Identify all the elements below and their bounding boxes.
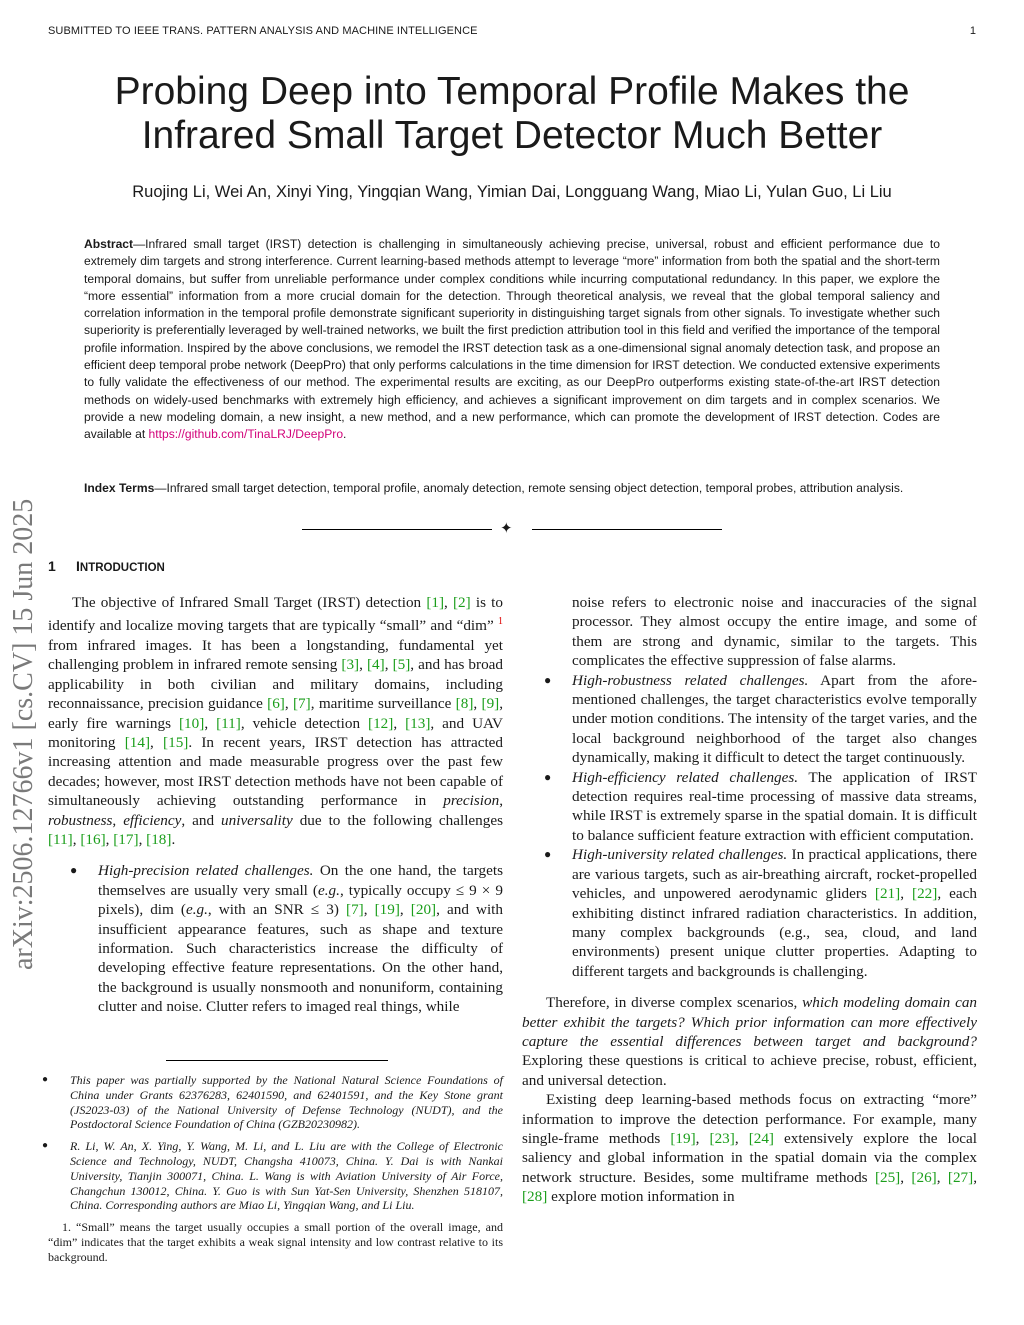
citation[interactable]: [25] bbox=[874, 1168, 901, 1186]
bullet-icon: ● bbox=[544, 769, 552, 784]
citation[interactable]: [24] bbox=[748, 1129, 774, 1147]
list-item: ● High-robustness related challenges. Apart from the aforementioned challenges, the target characteristics evolve temporally under motion conditions. The intensity of the target varies, and the local background neighborhood of the target also changes dynamically, making it difficult to detect the target continuously. bbox=[544, 671, 977, 767]
citation[interactable]: [14] bbox=[124, 733, 151, 751]
citation[interactable]: [23] bbox=[709, 1129, 735, 1147]
citation[interactable]: [9] bbox=[481, 695, 500, 713]
citation[interactable]: [19] bbox=[374, 901, 400, 919]
list-item: ● High-precision related challenges. On the one hand, the targets themselves are usually very small (e.g., typically occupy ≤ 9 × 9 pixels), dim (e.g., with an SNR ≤ 3) [7], [19], [20], and with insufficient appearance features, such as shape and texture information. Such characteristics increase the difficulty of developing effective feature representations. On the other hand, the background is usually nonsmooth and nonuniform, containing clutter and noise. Clutter refers to imaged real things, while bbox=[70, 862, 503, 1016]
abstract-label: Abstract bbox=[84, 237, 134, 251]
bullet-icon: ● bbox=[544, 672, 552, 687]
list-item: ● High-university related challenges. In practical applications, there are various targets, such as air-breathing aircraft, rocket-propelled vehicles, and unpowered aerodynamic gliders [21], [22], each exhibiting distinct infrared radiation characteristics. In addition, many complex backgrounds (e.g., sea, cloud, and land environments) present unique clutter properties. Adapting to different targets and backgrounds is challenging. bbox=[544, 846, 977, 980]
affiliation-footnote: ● R. Li, W. An, X. Ying, Y. Wang, M. Li, and L. Liu are with the College of Electronic Science and Technology, NUDT, Changsha 410073, China. Y. Dai is with Nankai University, Tianjin 300071, China. L. Wang is with Aviation University of Air Force, Changchun 130012, China. Y. Guo is with Sun Yat-Sen University, Shenzhen 518107, China. Corresponding authors are Miao Li, Yingqian Wang, and Li Liu. bbox=[42, 1139, 503, 1213]
arxiv-stamp: arXiv:2506.12766v1 [cs.CV] 15 Jun 2025 bbox=[8, 498, 39, 970]
citation[interactable]: [22] bbox=[912, 885, 938, 903]
paper-title bbox=[60, 70, 964, 158]
intro-paragraph-2: Therefore, in diverse complex scenarios, which modeling domain can better exhibit the targets? Which prior information can more effectively capture the essential differences between target and background? Exploring these questions is critical to achieve precise, robust, efficient, and universal detection. bbox=[522, 994, 978, 1089]
title-line-2: Infrared Small Target Detector Much Better bbox=[141, 114, 883, 157]
footnote-1: 1. “Small” means the target usually occupies a small portion of the overall image, and “dim” indicates that the target exhibits a weak signal intensity and low contrast relative to its background. bbox=[48, 1220, 503, 1264]
footnotes bbox=[42, 1073, 503, 1265]
right-column bbox=[522, 593, 977, 1207]
index-terms bbox=[84, 480, 940, 497]
left-column bbox=[48, 593, 503, 1017]
citation[interactable]: [20] bbox=[410, 901, 437, 919]
citation[interactable]: [3] bbox=[341, 656, 360, 674]
footnote-marker[interactable]: 1 bbox=[498, 616, 503, 628]
citation[interactable]: [2] bbox=[453, 594, 471, 611]
section-number: 1 bbox=[48, 558, 56, 574]
section-heading: 1 INTRODUCTION bbox=[48, 558, 165, 574]
citation[interactable]: [19] bbox=[670, 1129, 696, 1147]
citation[interactable]: [17] bbox=[113, 830, 139, 848]
challenge-list-continued bbox=[522, 593, 977, 981]
citation[interactable]: [1] bbox=[426, 594, 445, 611]
citation[interactable]: [11] bbox=[48, 830, 73, 848]
citation[interactable]: [21] bbox=[874, 885, 901, 903]
section-divider bbox=[302, 519, 722, 539]
funding-footnote: ● This paper was partially supported by the National Natural Science Foundations of China under Grants 62376283, 62401590, and 62401591, and the Key Stone grant (JS2023-03) of the National University of Defense Technology (NUDT), and the Postdoctoral Science Foundation of China (GZB20230982). bbox=[42, 1073, 503, 1132]
citation[interactable]: [7] bbox=[293, 695, 311, 713]
bullet-icon: ● bbox=[42, 1140, 49, 1152]
citation[interactable]: [7] bbox=[346, 901, 364, 919]
citation[interactable]: [26] bbox=[911, 1168, 937, 1186]
divider-rule-left bbox=[302, 529, 492, 530]
divider-rule-right bbox=[532, 529, 722, 530]
citation[interactable]: [5] bbox=[392, 656, 411, 674]
code-link[interactable]: https://github.com/TinaLRJ/DeepPro bbox=[148, 427, 344, 442]
citation[interactable]: [13] bbox=[405, 714, 431, 732]
citation[interactable]: [18] bbox=[146, 830, 172, 848]
bullet-icon: ● bbox=[42, 1074, 49, 1085]
citation[interactable]: [4] bbox=[366, 656, 385, 674]
citation[interactable]: [11] bbox=[216, 714, 241, 732]
list-item: noise refers to electronic noise and inaccuracies of the signal processor. They almost occupy the entire image, and some of them are strong and dynamic, similar to the targets. This complicates the effective suppression of false alarms. bbox=[572, 594, 977, 670]
page-number: 1 bbox=[969, 25, 976, 37]
bullet-icon: ● bbox=[70, 863, 78, 878]
list-item: ● High-efficiency related challenges. The application of IRST detection requires real-time processing of massive data streams, while IRST is extremely sparse in the spatial domain. It is difficult to balance sufficient feature extraction with efficient computation. bbox=[544, 768, 977, 844]
title-line-1: Probing Deep into Temporal Profile Makes the bbox=[114, 70, 910, 113]
index-terms-text: —Infrared small target detection, temporal profile, anomaly detection, remote sensing object detection, temporal probes, attribution analysis. bbox=[154, 481, 904, 495]
abstract-text: —Infrared small target (IRST) detection is challenging in simultaneously achieving precise, universal, robust and efficient performance due to extremely dim targets and strong interference. Current learning-based methods attempt to leverage “more” information from both the spatial and the short-term temporal domains, but suffer from unreliable performance under complex conditions while incurring computational redundancy. In this paper, we explore the “more essential” information from a more crucial domain for the detection. Through theoretical analysis, we reveal that the global temporal saliency and correlation information in the temporal profile demonstrate significant superiority in distinguishing target signals from other signals. To investigate whether such superiority is preferentially leveraged by well-trained networks, we built the first prediction attribution tool in this field and verified the importance of the temporal profile information. Inspired by the above conclusions, we remodel the IRST detection task as a one-dimensional signal anomaly detection task, and propose an efficient deep temporal probe network (DeepPro) that only performs calculations in the time dimension for IRST detection. We conducted extensive experiments to fully validate the effectiveness of our method. The experimental results are exciting, as our DeepPro outperforms existing state-of-the-art IRST detection methods on widely-used benchmarks with extremely high efficiency, and achieves a significant improvement on dim targets and in complex scenarios. We provide a new modeling domain, a new insight, a new method, and a new performance, which can promote the development of IRST detection. Codes are available at bbox=[84, 237, 940, 442]
citation[interactable]: [6] bbox=[267, 695, 285, 713]
challenge-list bbox=[48, 861, 503, 1016]
running-head: SUBMITTED TO IEEE TRANS. PATTERN ANALYSIS AND MACHINE INTELLIGENCE bbox=[48, 25, 478, 37]
citation[interactable]: [8] bbox=[455, 695, 474, 713]
bullet-icon: ● bbox=[544, 847, 552, 862]
author-list: Ruojing Li, Wei An, Xinyi Ying, Yingqian Wang, Yimian Dai, Longguang Wang, Miao Li, Yulan Guo, Li Liu bbox=[132, 183, 892, 201]
citation[interactable]: [28] bbox=[522, 1188, 548, 1206]
citation[interactable]: [12] bbox=[368, 714, 394, 732]
divider-ornament-icon: ✦ bbox=[500, 521, 513, 537]
citation[interactable]: [10] bbox=[179, 714, 205, 732]
citation[interactable]: [27] bbox=[947, 1168, 974, 1186]
intro-paragraph-3: Existing deep learning-based methods focus on extracting “more” information to improve the detection performance. For example, many single-frame methods [19], [23], [24] extensively explore the local saliency and global information in the spatial domain via the complex network structure. Besides, some multiframe methods [25], [26], [27], [28] explore motion information in bbox=[522, 1091, 978, 1206]
citation[interactable]: [15] bbox=[163, 733, 189, 751]
intro-paragraph-1: The objective of Infrared Small Target (IRST) detection [1], [2] is to identify and localize moving targets that are typically “small” and “dim” $^1$ from infrared images. It has been a longstanding, fundamental yet challenging problem in infrared remote sensing [3], [4], [5], and has broad applicability in both civilian and military domains, including reconnaissance, precision guidance [6], [7], maritime surveillance [8], [9], early fire warnings [10], [11], vehicle detection [12], [13], and UAV monitoring [14], [15]. In recent years, IRST detection has attracted increasing attention and made measurable progress over the past few decades; however, most IRST detection methods have not been capable of simultaneously achieving outstanding performance in precision, robustness, efficiency, and universality due to the following challenges [11], [16], [17], [18]. bbox=[48, 594, 504, 848]
footnote-rule bbox=[166, 1060, 388, 1061]
index-terms-label: Index Terms bbox=[84, 481, 155, 495]
citation[interactable]: [16] bbox=[80, 830, 106, 848]
abstract: Abstract—Infrared small target (IRST) detection is challenging in simultaneously achieving precise, universal, robust and efficient performance due to extremely dim targets and strong interference. Current learning-based methods attempt to leverage “more” information from both the spatial and the short-term temporal domains, but suffer from unreliable performance under complex conditions while incurring computational redundancy. In this paper, we explore the “more essential” information from a more crucial domain for the detection. Through theoretical analysis, we reveal that the global temporal saliency and correlation information in the temporal profile demonstrate significant superiority in distinguishing target signals from other signals. To investigate whether such superiority is preferentially leveraged by well-trained networks, we built the first prediction attribution tool in this field and verified the importance of the temporal profile information. Inspired by the above conclusions, we remodel the IRST detection task as a one-dimensional signal anomaly detection task, and propose an efficient deep temporal probe network (DeepPro) that only performs calculations in the time dimension for IRST detection. We conducted extensive experiments to fully validate the effectiveness of our method. The experimental results are exciting, as our DeepPro outperforms existing state-of-the-art IRST detection methods on widely-used benchmarks with extremely high efficiency, and achieves a significant improvement on dim targets and in complex scenarios. We provide a new modeling domain, a new insight, a new method, and a new performance, which can promote the development of IRST detection. Codes are available at https://github.com/TinaLRJ/DeepPro. bbox=[84, 237, 940, 442]
